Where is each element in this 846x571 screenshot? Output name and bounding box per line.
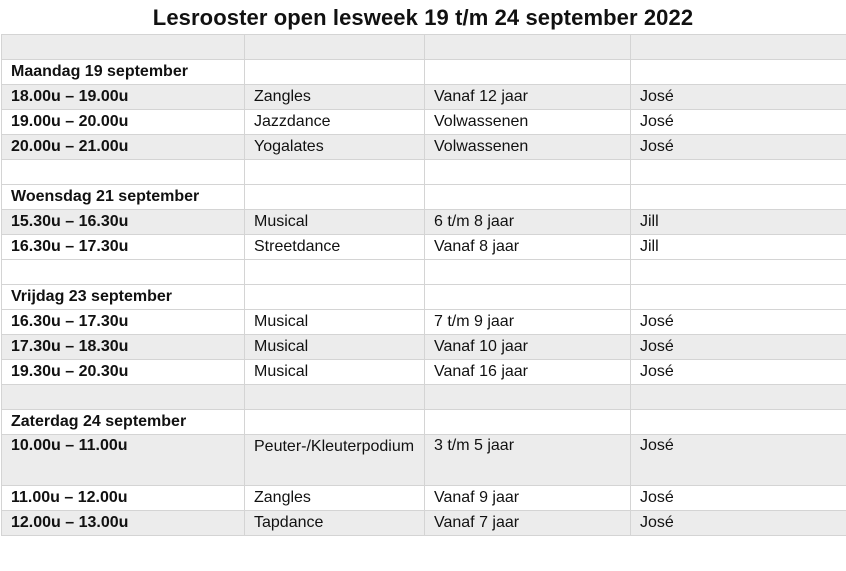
empty-cell xyxy=(245,60,425,85)
schedule-table xyxy=(1,34,846,536)
lesson-row xyxy=(2,511,846,536)
lesson-teacher: José xyxy=(631,310,846,335)
lesson-time: 16.30u – 17.30u xyxy=(2,310,245,335)
lesson-row xyxy=(2,435,846,486)
empty-cell xyxy=(631,285,846,310)
lesson-teacher: José xyxy=(631,486,846,511)
lesson-class: Musical xyxy=(245,335,425,360)
lesson-time: 17.30u – 18.30u xyxy=(2,335,245,360)
empty-cell xyxy=(2,385,245,410)
blank-row xyxy=(2,260,846,285)
empty-cell xyxy=(631,260,846,285)
lesson-teacher: José xyxy=(631,335,846,360)
day-header-row xyxy=(2,185,846,210)
lesson-class: Jazzdance xyxy=(245,110,425,135)
day-name: Vrijdag 23 september xyxy=(2,285,245,310)
day-header-row xyxy=(2,410,846,435)
lesson-row xyxy=(2,360,846,385)
lesson-class: Zangles xyxy=(245,486,425,511)
lesson-class: Streetdance xyxy=(245,235,425,260)
lesson-teacher: José xyxy=(631,110,846,135)
lesson-time: 11.00u – 12.00u xyxy=(2,486,245,511)
lesson-class: Peuter-/Kleuterpodium xyxy=(245,435,425,486)
empty-cell xyxy=(631,160,846,185)
lesson-row xyxy=(2,335,846,360)
empty-cell xyxy=(631,60,846,85)
lesson-time: 15.30u – 16.30u xyxy=(2,210,245,235)
empty-cell xyxy=(631,185,846,210)
lesson-teacher: José xyxy=(631,511,846,536)
lesson-row xyxy=(2,110,846,135)
empty-cell xyxy=(245,260,425,285)
lesson-age: 7 t/m 9 jaar xyxy=(425,310,631,335)
lesson-age: Vanaf 10 jaar xyxy=(425,335,631,360)
lesson-time: 16.30u – 17.30u xyxy=(2,235,245,260)
lesson-teacher: José xyxy=(631,135,846,160)
lesson-row xyxy=(2,210,846,235)
lesson-age: 3 t/m 5 jaar xyxy=(425,435,631,486)
lesson-teacher: José xyxy=(631,435,846,486)
lesson-class: Musical xyxy=(245,210,425,235)
empty-cell xyxy=(245,385,425,410)
empty-cell xyxy=(425,185,631,210)
lesson-teacher: Jill xyxy=(631,235,846,260)
lesson-class: Yogalates xyxy=(245,135,425,160)
lesson-time: 18.00u – 19.00u xyxy=(2,85,245,110)
lesson-teacher: José xyxy=(631,360,846,385)
lesson-time: 10.00u – 11.00u xyxy=(2,435,245,486)
empty-cell xyxy=(631,410,846,435)
lesson-age: 6 t/m 8 jaar xyxy=(425,210,631,235)
empty-cell xyxy=(425,160,631,185)
lesson-time: 20.00u – 21.00u xyxy=(2,135,245,160)
lesson-age: Volwassenen xyxy=(425,135,631,160)
day-name: Woensdag 21 september xyxy=(2,185,245,210)
lesson-time: 19.30u – 20.30u xyxy=(2,360,245,385)
empty-cell xyxy=(425,410,631,435)
empty-cell xyxy=(245,410,425,435)
spacer-cell xyxy=(2,35,245,60)
schedule-body xyxy=(2,35,846,536)
empty-cell xyxy=(425,385,631,410)
lesson-row xyxy=(2,135,846,160)
day-name: Zaterdag 24 september xyxy=(2,410,245,435)
spacer-cell xyxy=(631,35,846,60)
empty-cell xyxy=(631,385,846,410)
empty-cell xyxy=(2,260,245,285)
lesson-age: Volwassenen xyxy=(425,110,631,135)
day-name: Maandag 19 september xyxy=(2,60,245,85)
page-title: Lesrooster open lesweek 19 t/m 24 september 2022 xyxy=(152,5,694,30)
lesson-age: Vanaf 12 jaar xyxy=(425,85,631,110)
lesson-row xyxy=(2,310,846,335)
spacer-cell xyxy=(245,35,425,60)
day-header-row xyxy=(2,60,846,85)
lesson-age: Vanaf 9 jaar xyxy=(425,486,631,511)
empty-cell xyxy=(425,285,631,310)
lesson-age: Vanaf 8 jaar xyxy=(425,235,631,260)
empty-cell xyxy=(2,160,245,185)
empty-cell xyxy=(425,260,631,285)
lesson-age: Vanaf 7 jaar xyxy=(425,511,631,536)
lesson-class: Musical xyxy=(245,360,425,385)
lesson-teacher: Jill xyxy=(631,210,846,235)
lesson-age: Vanaf 16 jaar xyxy=(425,360,631,385)
lesson-class: Zangles xyxy=(245,85,425,110)
lesson-class: Tapdance xyxy=(245,511,425,536)
lesson-row xyxy=(2,486,846,511)
lesson-teacher: José xyxy=(631,85,846,110)
lesson-time: 19.00u – 20.00u xyxy=(2,110,245,135)
lesson-row xyxy=(2,235,846,260)
empty-cell xyxy=(245,185,425,210)
blank-row xyxy=(2,385,846,410)
lesson-time: 12.00u – 13.00u xyxy=(2,511,245,536)
spacer-row xyxy=(2,35,846,60)
empty-cell xyxy=(245,160,425,185)
lesson-class: Musical xyxy=(245,310,425,335)
lesson-row xyxy=(2,85,846,110)
spacer-cell xyxy=(425,35,631,60)
empty-cell xyxy=(245,285,425,310)
empty-cell xyxy=(425,60,631,85)
day-header-row xyxy=(2,285,846,310)
blank-row xyxy=(2,160,846,185)
